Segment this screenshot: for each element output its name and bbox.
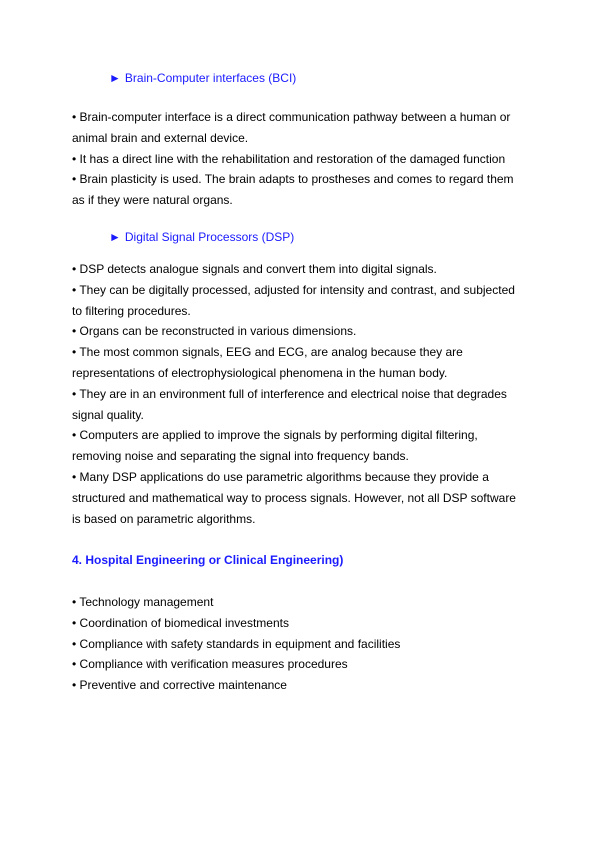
text-line: • Brain plasticity is used. The brain adapts to prostheses and comes to regard them — [72, 172, 514, 187]
text-line: • Organs can be reconstructed in various dimensions. — [72, 324, 357, 339]
text-line: • It has a direct line with the rehabilitation and restoration of the damaged function — [72, 151, 506, 166]
list-item: • Coordination of biomedical investments — [72, 615, 289, 630]
list-item: • Technology management — [72, 595, 214, 609]
text-line: • The most common signals, EEG and ECG, are analog because they are — [72, 345, 463, 360]
text-line: is based on parametric algorithms. — [72, 511, 256, 526]
triangle-bullet-icon: ► — [109, 71, 121, 85]
text-line: • DSP detects analogue signals and convert them into digital signals. — [72, 262, 437, 276]
text-line: • They can be digitally processed, adjusted for intensity and contrast, and subjected — [72, 282, 515, 297]
bci-paragraph — [72, 107, 532, 211]
text-line: • They are in an environment full of interference and electrical noise that degrades — [72, 386, 507, 401]
text-line: structured and mathematical way to process signals. However, not all DSP software — [72, 490, 516, 505]
bci-subheading — [109, 71, 296, 85]
text-line: • Many DSP applications do use parametric algorithms because they provide a — [72, 469, 489, 484]
triangle-bullet-icon: ► — [109, 230, 121, 244]
dsp-subheading — [109, 230, 294, 244]
text-line: representations of electrophysiological phenomena in the human body. — [72, 365, 448, 380]
bci-heading-text: Brain-Computer interfaces (BCI) — [124, 71, 297, 85]
text-line: as if they were natural organs. — [72, 193, 233, 208]
text-line: removing noise and separating the signal into frequency bands. — [72, 449, 409, 464]
dsp-heading-text: Digital Signal Processors (DSP) — [124, 230, 295, 244]
hospital-list — [72, 592, 532, 696]
text-line: to filtering procedures. — [72, 303, 191, 318]
text-line: animal brain and external device. — [72, 130, 249, 145]
text-line: • Brain-computer interface is a direct communication pathway between a human or — [72, 110, 511, 124]
list-item: • Compliance with safety standards in equipment and facilities — [72, 636, 401, 651]
dsp-paragraph — [72, 259, 532, 529]
list-item: • Preventive and corrective maintenance — [72, 678, 287, 693]
list-item: • Compliance with verification measures procedures — [72, 657, 348, 672]
text-line: • Computers are applied to improve the signals by performing digital filtering, — [72, 428, 478, 443]
section-heading-hospital-engineering: 4. Hospital Engineering or Clinical Engineering) — [72, 553, 344, 567]
text-line: signal quality. — [72, 407, 144, 422]
